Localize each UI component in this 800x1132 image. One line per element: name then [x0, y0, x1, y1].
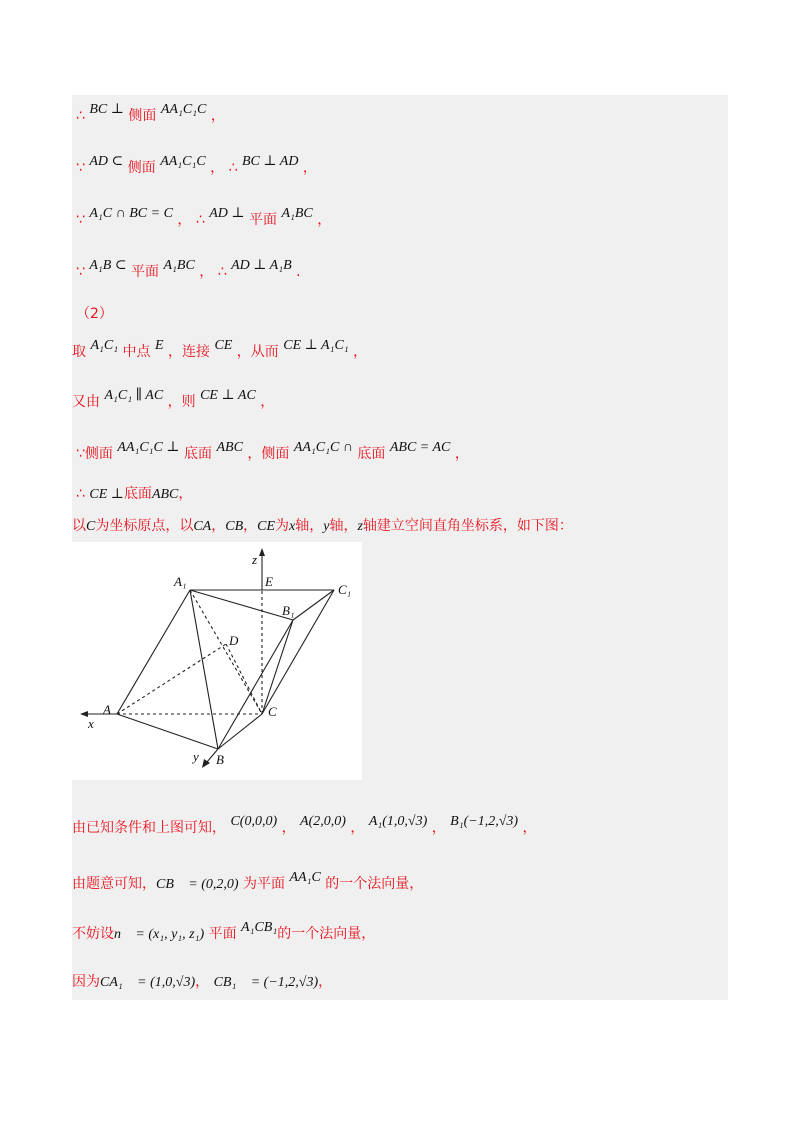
text-segment: ， [318, 974, 333, 990]
text-segment: 为坐标原点，以 [95, 518, 194, 534]
edge-c-b1 [262, 620, 293, 714]
label-d: D [229, 633, 239, 648]
edge-b-c [218, 714, 262, 749]
normal-vector-line-1 [72, 870, 424, 893]
math-expr: E [154, 338, 164, 353]
text-segment: ， [281, 820, 296, 836]
vectors-line [72, 971, 332, 991]
math-expr: CE ⊥ A₁C₁ [283, 338, 349, 353]
text-segment: ， [317, 212, 332, 228]
math-expr: CA [193, 519, 212, 534]
text-segment: 侧面 [84, 446, 113, 462]
text-segment: 中点 [122, 344, 151, 360]
text-segment: 底面 [123, 486, 152, 502]
proof-line-9 [72, 515, 573, 535]
math-expr: x [289, 519, 296, 534]
text-segment: ， [302, 160, 317, 176]
label-b1: B₁ [282, 603, 295, 618]
text-segment: ， [353, 344, 368, 360]
text-segment: ， [260, 394, 275, 410]
text-segment: ， [178, 486, 193, 502]
label-y-axis: y [193, 749, 199, 764]
text-segment: ， [195, 974, 210, 990]
label-z-axis: z [252, 552, 258, 567]
text-segment: 的一个法向量， [277, 926, 376, 942]
therefore-symbol: ∴ [228, 160, 238, 176]
label-a: A [103, 702, 111, 717]
text-segment: 以 [72, 518, 86, 534]
proof-line-8 [76, 483, 192, 503]
solution-panel [72, 95, 728, 1000]
part-label: （2） [76, 306, 113, 322]
label-a1: A₁ [174, 574, 187, 589]
text-segment: ， [431, 820, 446, 836]
text-segment: 轴， [329, 518, 358, 534]
text-segment: 侧面 [127, 160, 156, 176]
math-expr: AA₁C [289, 870, 321, 885]
math-expr: A₁(1,0,√3) [368, 814, 428, 829]
math-expr: CE [257, 519, 276, 534]
math-expr: A₁C₁ [90, 338, 119, 353]
math-expr: B₁(−1,2,√3) [450, 814, 519, 829]
text-segment: 平面 [131, 264, 160, 280]
text-segment: 底面 [184, 446, 213, 462]
text-segment: ， [454, 446, 469, 462]
edge-b1-c1 [293, 590, 334, 620]
math-expr: AD ⊥ [209, 206, 245, 221]
text-segment: 的一个法向量， [325, 876, 424, 892]
text-segment: ， [177, 212, 192, 228]
math-expr: A₁C ∩ BC = C [89, 206, 173, 221]
math-expr: AA₁C₁C [160, 154, 206, 169]
math-expr: CB [225, 519, 244, 534]
math-expr: n⃗ = (x₁, y₁, z₁) [114, 927, 205, 942]
text-segment: 由题意可知， [72, 876, 156, 892]
math-expr: BC ⊥ [89, 102, 124, 117]
proof-line-2 [76, 154, 317, 177]
text-segment: 不妨设 [72, 926, 114, 942]
proof-line-7 [76, 440, 469, 463]
because-symbol: ∵ [76, 212, 85, 228]
proof-line-3 [76, 206, 332, 229]
math-expr: AA₁C₁C [160, 102, 207, 117]
text-segment: 底面 [357, 446, 386, 462]
math-expr: CA₁⃗ = (1,0,√3) [100, 975, 196, 990]
text-segment: 平面 [208, 926, 237, 942]
coords-line [72, 814, 537, 837]
edge-a1-a [117, 590, 190, 714]
math-expr: CE ⊥ AC [200, 388, 256, 403]
z-axis-arrowhead [259, 548, 265, 556]
x-axis-arrowhead [80, 711, 88, 717]
text-segment: 为 [275, 518, 290, 534]
text-segment: ，则 [167, 394, 196, 410]
math-expr: CB⃗ = (0,2,0) [156, 877, 239, 892]
math-expr: A₁BC [281, 206, 313, 221]
math-expr: AA₁C₁C ∩ [293, 440, 353, 455]
text-segment: ， [210, 160, 225, 176]
label-c: C [268, 704, 277, 719]
math-expr: CE ⊥ [89, 487, 124, 502]
math-expr: AD ⊥ A₁B [231, 258, 292, 273]
text-segment: ，侧面 [247, 446, 290, 462]
math-expr: z [357, 519, 363, 534]
text-segment: ， [211, 518, 226, 534]
because-symbol: ∵ [76, 446, 85, 462]
prism-figure [72, 542, 362, 780]
text-segment: 由已知条件和上图可知， [72, 820, 226, 836]
proof-line-6 [72, 388, 275, 411]
math-expr: BC ⊥ AD [241, 154, 299, 169]
because-symbol: ∵ [76, 160, 85, 176]
math-expr: A₁C₁ ∥ AC [104, 388, 164, 403]
text-segment: ， [210, 108, 225, 124]
math-expr: C(0,0,0) [230, 814, 278, 829]
math-expr: ABC [216, 440, 243, 455]
therefore-symbol: ∴ [76, 108, 85, 124]
text-segment: 轴建立空间直角坐标系，如下图： [362, 518, 573, 534]
math-expr: CB₁⃗ = (−1,2,√3) [213, 975, 319, 990]
text-segment: ， [199, 264, 214, 280]
because-symbol: ∵ [76, 264, 85, 280]
text-segment: 为平面 [243, 876, 286, 892]
text-segment: 又由 [72, 394, 100, 410]
edge-a1-b [190, 590, 218, 749]
math-expr: y [323, 519, 330, 534]
text-segment: ，从而 [236, 344, 279, 360]
therefore-symbol: ∴ [217, 264, 227, 280]
text-segment: 轴， [295, 518, 324, 534]
text-segment: 侧面 [128, 108, 157, 124]
label-x-axis: x [88, 716, 94, 731]
text-segment: 取 [72, 344, 86, 360]
text-segment: ，连接 [168, 344, 210, 360]
part-2-heading [76, 303, 113, 323]
proof-line-5 [72, 338, 368, 361]
therefore-symbol: ∴ [76, 486, 85, 502]
math-expr: A₁CB₁ [241, 920, 278, 935]
edge-c-c1 [262, 590, 334, 714]
math-expr: A₁B ⊂ [89, 258, 127, 273]
math-expr: ABC [151, 487, 179, 502]
math-expr: A(2,0,0) [300, 814, 346, 829]
edge-a1-b1 [190, 590, 293, 620]
text-segment: ， [243, 518, 258, 534]
label-e: E [265, 574, 273, 589]
math-expr: ABC = AC [389, 440, 451, 455]
math-expr: AD ⊂ [89, 154, 124, 169]
proof-line-1 [76, 102, 225, 125]
therefore-symbol: ∴ [195, 212, 205, 228]
label-c1: C₁ [338, 582, 352, 597]
prism-diagram [72, 542, 362, 780]
text-segment: ， [350, 820, 365, 836]
text-segment: 因为 [72, 974, 100, 990]
edge-a-b [117, 714, 218, 749]
math-expr: AA₁C₁C ⊥ [117, 440, 180, 455]
text-segment: ， [522, 820, 537, 836]
text-segment: 平面 [248, 212, 277, 228]
math-expr: C [86, 519, 96, 534]
proof-line-4 [76, 258, 301, 281]
math-expr: CE [214, 338, 233, 353]
normal-vector-line-2 [72, 920, 376, 943]
text-segment: . [296, 264, 301, 280]
math-expr: A₁BC [163, 258, 195, 273]
label-b: B [216, 752, 224, 767]
